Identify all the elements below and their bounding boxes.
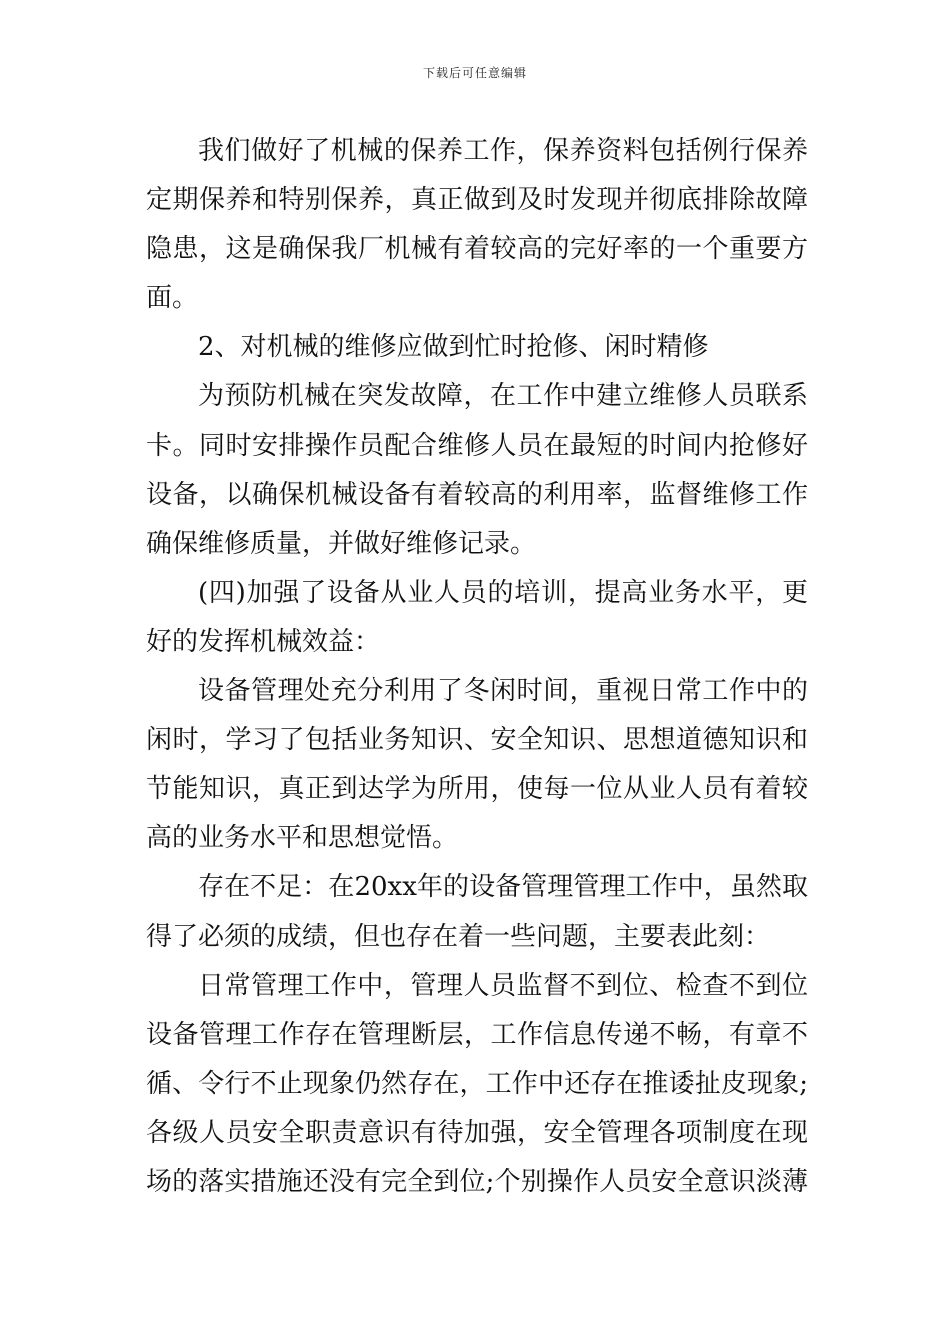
section-heading: 好的发挥机械效益：: [146, 626, 381, 657]
document-body: [146, 127, 808, 1207]
text-line: 得了必须的成绩，但也存在着一些问题，主要表此刻：: [146, 921, 771, 952]
text-line: 我们做好了机械的保养工作，保养资料包括例行保养: [198, 136, 808, 166]
text-line: 为预防机械在突发故障，在工作中建立维修人员联系: [198, 381, 808, 412]
section-heading: (四)加强了设备从业人员的培训，提高业务水平，更: [198, 577, 808, 608]
text-line: 闲时，学习了包括业务知识、安全知识、思想道德知识和: [146, 725, 808, 756]
text-line: 设备管理处充分利用了冬闲时间，重视日常工作中的: [198, 676, 808, 707]
page-header: 下载后可任意编辑: [422, 66, 527, 80]
text-line: 各级人员安全职责意识有待加强，安全管理各项制度在现: [146, 1117, 808, 1148]
text-line: 场的落实措施还没有完全到位;个别操作人员安全意识淡薄: [146, 1166, 808, 1197]
section-heading: 2、对机械的维修应做到忙时抢修、闲时精修: [198, 332, 709, 363]
text-line: 存在不足：在20xx年的设备管理管理工作中，虽然取: [198, 872, 808, 903]
text-line: 节能知识，真正到达学为所用，使每一位从业人员有着较: [146, 774, 808, 805]
text-line: 面。: [146, 283, 199, 314]
text-line: 日常管理工作中，管理人员监督不到位、检查不到位: [198, 970, 808, 1001]
text-line: 卡。同时安排操作员配合维修人员在最短的时间内抢修好: [146, 430, 808, 461]
text-line: 确保维修质量，并做好维修记录。: [146, 528, 537, 559]
text-line: 定期保养和特别保养，真正做到及时发现并彻底排除故障: [146, 185, 808, 216]
text-line: 设备管理工作存在管理断层，工作信息传递不畅，有章不: [146, 1019, 808, 1050]
text-line: 设备，以确保机械设备有着较高的利用率，监督维修工作: [146, 479, 808, 510]
text-line: 隐患，这是确保我厂机械有着较高的完好率的一个重要方: [146, 234, 808, 265]
text-line: 循、令行不止现象仍然存在，工作中还存在推诿扯皮现象;: [146, 1068, 808, 1099]
text-line: 高的业务水平和思想觉悟。: [146, 823, 459, 854]
